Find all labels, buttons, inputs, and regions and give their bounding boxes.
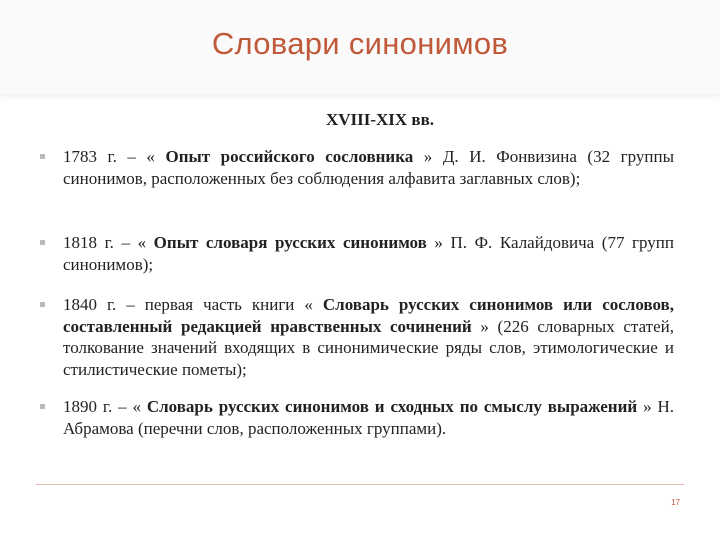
square-bullet-icon xyxy=(40,302,45,307)
bullet-bold-title: Словарь русских синонимов или сословов, составленный редакцией нравственных сочинений xyxy=(63,295,674,336)
bullet-post: » П. Ф. Калайдовича (77 групп синонимов); xyxy=(63,233,674,274)
square-bullet-icon xyxy=(40,154,45,159)
bullet-item xyxy=(40,294,674,380)
bullet-pre: 1783 г. – « xyxy=(63,147,166,166)
bullet-pre: 1890 г. – « xyxy=(63,397,147,416)
bullet-text xyxy=(63,294,674,380)
bullet-pre: 1818 г. – « xyxy=(63,233,154,252)
bullet-post: » (226 словарных статей, толкование значений входящих в синонимические ряды слов, этимологические и стилистические пометы); xyxy=(63,316,674,379)
square-bullet-icon xyxy=(40,404,45,409)
bullet-post: » Д. И. Фонвизина (32 группы синонимов, расположенных без соблюдения алфавита заглавных слов); xyxy=(63,147,674,188)
square-bullet-icon xyxy=(40,240,45,245)
bullet-item xyxy=(40,232,674,275)
slide-subtitle: XVIII-XIX вв. xyxy=(325,110,435,129)
bullet-item xyxy=(40,396,674,439)
bullet-text xyxy=(63,396,674,439)
bullet-item xyxy=(40,146,674,189)
footer-divider xyxy=(36,484,684,485)
bullet-bold-title: Словарь русских синонимов и сходных по смыслу выражений xyxy=(146,397,638,416)
bullet-text xyxy=(63,146,674,189)
bullet-text xyxy=(63,232,674,275)
bullet-pre: 1840 г. – первая часть книги « xyxy=(63,295,323,314)
bullet-bold-title: Опыт российского сословника xyxy=(165,147,414,166)
bullet-bold-title: Опыт словаря русских синонимов xyxy=(153,233,427,252)
page-number: 17 xyxy=(671,498,680,507)
bullet-post: » Н. Абрамова (перечни слов, расположенных группами). xyxy=(63,397,674,438)
slide-title: Словари синонимов xyxy=(211,26,509,61)
